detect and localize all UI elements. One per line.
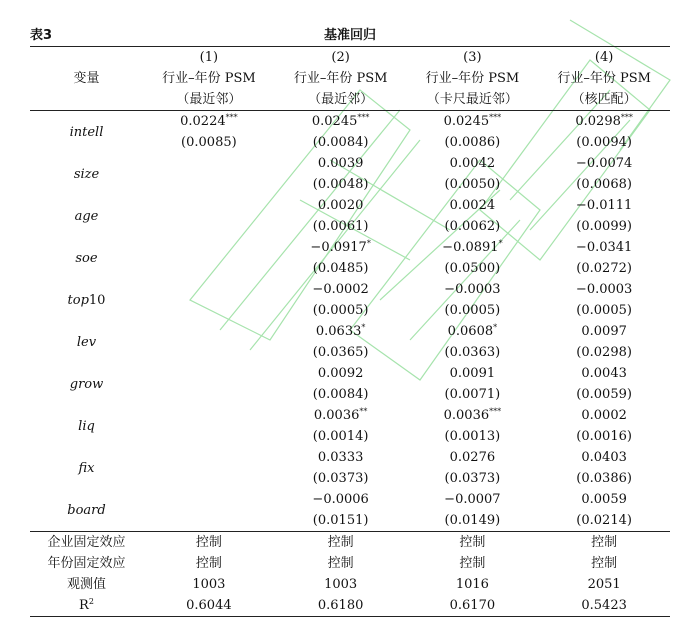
table-row-coef [30,447,670,468]
coefficient-cell [143,195,275,216]
coefficient-value: 0.0276 [449,450,496,465]
header-column-number: (3) [407,47,539,69]
header-column-match: （最近邻） [275,89,407,111]
footer-value: 控制 [459,556,486,571]
coefficient-cell [275,321,407,342]
coefficient-cell [538,447,670,468]
footer-label-base: R [79,598,89,613]
variable-name-text: fix [78,460,95,476]
coefficient-value: −0.0111 [575,198,633,213]
coefficient-cell [538,237,670,258]
table-row-coef [30,237,670,258]
standard-error-cell: (0.0016) [576,429,632,444]
significance-stars: * [498,239,503,248]
coefficient-cell [538,363,670,384]
coefficient-cell [275,363,407,384]
coefficient-cell [538,111,670,133]
standard-error-cell [143,426,275,447]
footer-value: 1003 [324,577,358,592]
coefficient-value: 0.0333 [317,450,364,465]
footer-label-superscript: 2 [88,597,94,606]
coefficient-cell [143,321,275,342]
coefficient-cell [538,195,670,216]
standard-error-cell: (0.0062) [444,219,501,234]
table-label: 表3 [30,28,53,43]
coefficient-cell [143,111,275,133]
coefficient-cell [407,279,539,300]
table-row-footer [30,595,670,617]
coefficient-cell [275,111,407,133]
variable-name [30,279,143,321]
coefficient-cell [143,489,275,510]
footer-value: 控制 [195,556,222,571]
variable-name-text: age [74,208,99,224]
coefficient-cell [538,405,670,426]
standard-error-cell: (0.0151) [312,513,369,528]
coefficient-cell [275,153,407,174]
standard-error-cell: (0.0059) [576,387,632,402]
coefficient-cell [407,153,539,174]
standard-error-cell: (0.0068) [576,177,632,192]
standard-error-cell: (0.0363) [444,345,501,360]
variable-name-text: board [67,502,106,518]
table-caption [30,24,670,44]
table-row-coef [30,153,670,174]
standard-error-cell: (0.0272) [576,261,632,276]
standard-error-cell: (0.0373) [312,471,369,486]
footer-value: 控制 [275,532,407,554]
header-column-method: 行业–年份 PSM [162,71,256,86]
regression-table-body [30,47,670,617]
footer-value: 1016 [455,577,489,592]
coefficient-value: 0.0002 [581,408,627,423]
standard-error-cell: (0.0373) [444,471,501,486]
significance-stars: * [361,323,366,332]
coefficient-cell [538,153,670,174]
coefficient-value: 0.0245 [443,114,490,129]
coefficient-cell [407,405,539,426]
variable-name [30,111,143,154]
standard-error-cell: (0.0214) [576,513,632,528]
coefficient-value: 0.0036 [313,408,360,423]
standard-error-cell: (0.0099) [576,219,632,234]
coefficient-value: 0.0039 [317,156,364,171]
coefficient-cell [143,447,275,468]
significance-stars: *** [357,113,370,122]
coefficient-value: 0.0298 [575,114,621,129]
variable-name-text: liq [78,418,95,434]
header-column-match: （卡尺最近邻） [407,89,539,111]
standard-error-cell: (0.0014) [312,429,369,444]
table-row-coef [30,111,670,133]
coefficient-cell [407,489,539,510]
footer-value: 控制 [327,556,354,571]
coefficient-value: −0.0341 [575,240,633,255]
standard-error-cell: (0.0050) [444,177,501,192]
significance-stars: ** [359,407,368,416]
header-column-match: （核匹配） [538,89,670,111]
coefficient-cell [407,363,539,384]
variable-name-suffix: 10 [88,292,106,308]
standard-error-cell: (0.0149) [444,513,501,528]
table-row-footer [30,553,670,574]
coefficient-value: 0.0403 [581,450,627,465]
footer-value: 2051 [587,577,621,592]
header-row-number [30,47,670,69]
coefficient-cell [407,237,539,258]
standard-error-cell [143,384,275,405]
header-column-number: (4) [538,47,670,69]
standard-error-cell: (0.0084) [312,387,369,402]
coefficient-value: −0.0917 [310,240,367,255]
footer-value: 控制 [591,556,618,571]
standard-error-cell [143,174,275,195]
coefficient-cell [275,195,407,216]
table-row-footer [30,532,670,554]
coefficient-cell [538,489,670,510]
header-column-method: 行业–年份 PSM [425,71,520,86]
standard-error-cell: (0.0005) [444,303,501,318]
coefficient-cell [143,153,275,174]
header-column-method: 行业–年份 PSM [557,71,651,86]
variable-name-text: top [67,292,89,308]
footer-value: 1003 [192,577,226,592]
header-column-number: (1) [143,47,275,69]
coefficient-value: −0.0891 [442,240,499,255]
header-column-number: (2) [275,47,407,69]
variable-name-text: lev [76,334,97,350]
coefficient-value: 0.0608 [447,324,494,339]
table-row-coef [30,321,670,342]
header-variable-label: 变量 [30,47,143,111]
standard-error-cell: (0.0500) [444,261,501,276]
standard-error-cell: (0.0094) [576,135,632,150]
variable-name-text: soe [75,250,98,266]
significance-stars: *** [489,407,502,416]
standard-error-cell: (0.0298) [576,345,632,360]
coefficient-value: 0.0043 [581,366,627,381]
standard-error-cell [143,342,275,363]
coefficient-cell [275,489,407,510]
footer-value: 0.6170 [407,595,539,617]
significance-stars: * [493,323,498,332]
footer-value: 控制 [407,532,539,554]
header-column-match: （最近邻） [143,89,275,111]
significance-stars: *** [225,113,238,122]
footer-value: 控制 [143,532,275,554]
coefficient-value: −0.0003 [444,282,501,297]
footer-label: 观测值 [66,577,106,592]
variable-name [30,321,143,363]
coefficient-value: −0.0074 [575,156,633,171]
standard-error-cell: (0.0005) [312,303,369,318]
standard-error-cell: (0.0365) [312,345,369,360]
coefficient-value: −0.0002 [312,282,369,297]
footer-label: 年份固定效应 [47,556,126,571]
significance-stars: * [366,239,371,248]
standard-error-cell [143,468,275,489]
coefficient-cell [143,279,275,300]
table-row-coef [30,489,670,510]
coefficient-cell [143,363,275,384]
variable-name [30,405,143,447]
variable-name [30,153,143,195]
standard-error-cell [143,300,275,321]
coefficient-value: −0.0007 [444,492,501,507]
coefficient-cell [275,237,407,258]
table-title: 基准回归 [323,28,376,43]
footer-value: 控制 [538,532,670,554]
coefficient-value: 0.0245 [311,114,358,129]
coefficient-cell [143,405,275,426]
standard-error-cell: (0.0084) [312,135,369,150]
footer-value: 0.6180 [275,595,407,617]
coefficient-value: −0.0003 [575,282,633,297]
footer-label [30,595,143,617]
regression-table [30,46,670,617]
standard-error-cell: (0.0013) [444,429,501,444]
variable-name [30,363,143,405]
variable-name [30,489,143,532]
standard-error-cell: (0.0061) [312,219,369,234]
coefficient-value: 0.0091 [449,366,496,381]
coefficient-value: 0.0024 [449,198,496,213]
standard-error-cell: (0.0086) [444,135,501,150]
table-row-coef [30,405,670,426]
coefficient-cell [538,279,670,300]
variable-name [30,237,143,279]
coefficient-value: 0.0633 [315,324,362,339]
table-row-coef [30,363,670,384]
coefficient-cell [407,321,539,342]
coefficient-value: 0.0020 [317,198,364,213]
coefficient-value: −0.0006 [312,492,369,507]
coefficient-value: 0.0042 [449,156,496,171]
table-row-footer [30,574,670,595]
standard-error-cell: (0.0485) [312,261,369,276]
coefficient-cell [407,447,539,468]
footer-value: 0.6044 [143,595,275,617]
standard-error-cell [143,258,275,279]
variable-name-text: size [73,166,100,182]
variable-name-text: intell [69,124,104,140]
variable-name [30,195,143,237]
coefficient-cell [407,111,539,133]
variable-name-text: grow [69,376,104,392]
footer-label: 企业固定效应 [30,532,143,554]
standard-error-cell: (0.0386) [576,471,632,486]
significance-stars: *** [489,113,502,122]
coefficient-cell [275,405,407,426]
significance-stars: *** [620,113,633,122]
table-row-coef [30,195,670,216]
coefficient-cell [538,321,670,342]
standard-error-cell: (0.0005) [576,303,632,318]
variable-name [30,447,143,489]
coefficient-value: 0.0059 [581,492,627,507]
standard-error-cell: (0.0085) [181,135,237,150]
coefficient-cell [275,279,407,300]
coefficient-value: 0.0097 [581,324,627,339]
coefficient-cell [407,195,539,216]
standard-error-cell: (0.0071) [444,387,501,402]
standard-error-cell [143,510,275,532]
standard-error-cell: (0.0048) [312,177,369,192]
coefficient-value: 0.0092 [317,366,364,381]
footer-value: 0.5423 [538,595,670,617]
standard-error-cell [143,216,275,237]
coefficient-value: 0.0224 [180,114,226,129]
header-column-method: 行业–年份 PSM [293,71,388,86]
coefficient-cell [143,237,275,258]
table-row-coef [30,279,670,300]
coefficient-cell [275,447,407,468]
coefficient-value: 0.0036 [443,408,490,423]
